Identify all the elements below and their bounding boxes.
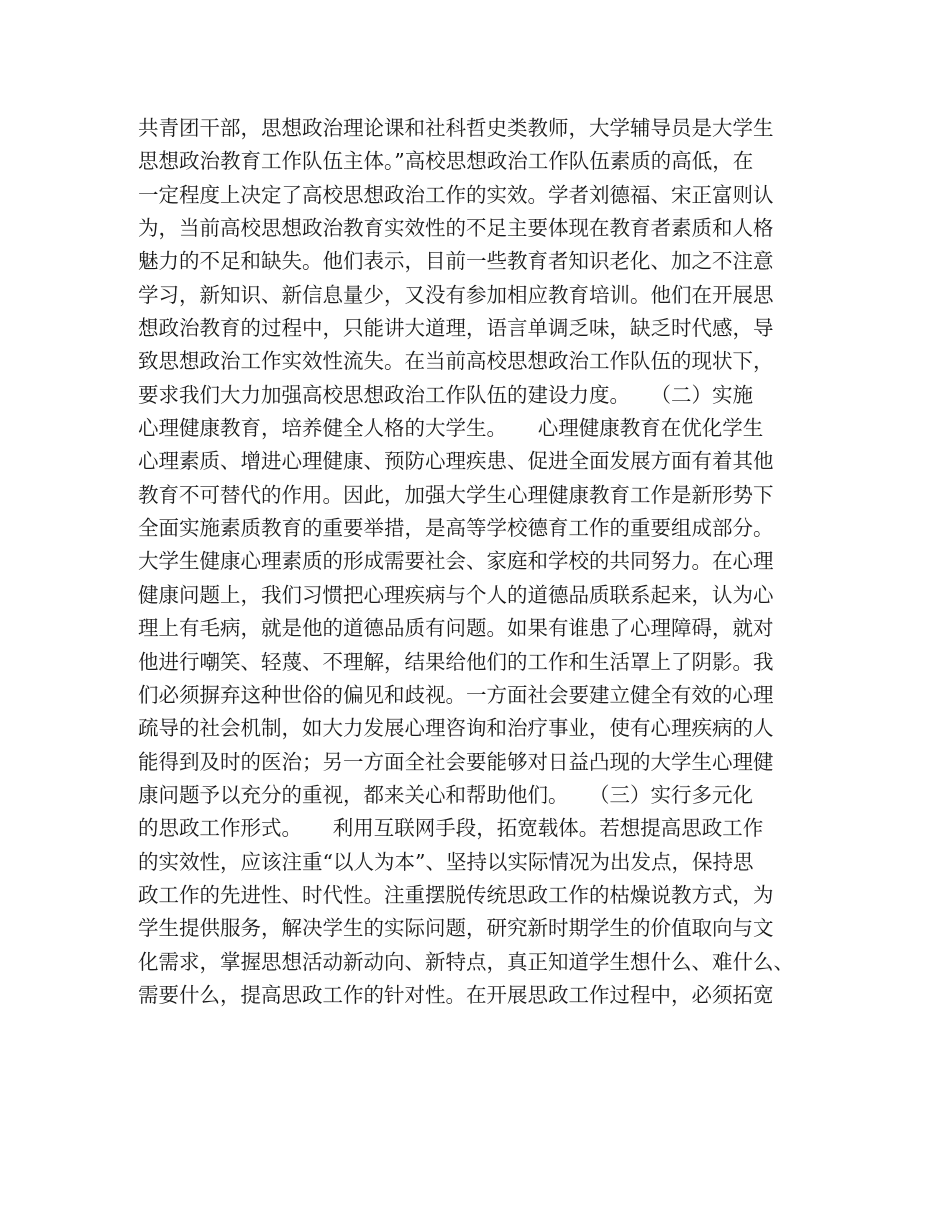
text-line: 化需求，掌握思想活动新动向、新特点，真正知道学生想什么、难什么、	[138, 949, 794, 974]
text-line: 魅力的不足和缺失。他们表示，目前一些教育者知识老化、加之不注意	[138, 249, 774, 274]
text-line: 教育不可替代的作用。因此，加强大学生心理健康教育工作是新形势下	[138, 482, 774, 507]
text-line: 学习，新知识、新信息量少，又没有参加相应教育培训。他们在开展思	[138, 282, 774, 307]
text-line: 他进行嘲笑、轻蔑、不理解，结果给他们的工作和生活罩上了阴影。我	[138, 649, 774, 674]
text-line: 要求我们大力加强高校思想政治工作队伍的建设力度。 （二）实施	[138, 382, 753, 407]
text-line: 健康问题上，我们习惯把心理疾病与个人的道德品质联系起来，认为心	[138, 582, 774, 607]
text-line: 疏导的社会机制，如大力发展心理咨询和治疗事业，使有心理疾病的人	[138, 716, 774, 741]
text-line: 大学生健康心理素质的形成需要社会、家庭和学校的共同努力。在心理	[138, 549, 774, 574]
text-line: 康问题予以充分的重视，都来关心和帮助他们。 （三）实行多元化	[138, 782, 753, 807]
text-line: 一定程度上决定了高校思想政治工作的实效。学者刘德福、宋正富则认	[138, 182, 774, 207]
text-line: 心理健康教育，培养健全人格的大学生。 心理健康教育在优化学生	[138, 416, 764, 441]
text-line: 们必须摒弃这种世俗的偏见和歧视。一方面社会要建立健全有效的心理	[138, 682, 774, 707]
text-line: 为，当前高校思想政治教育实效性的不足主要体现在教育者素质和人格	[138, 216, 774, 241]
text-line: 思想政治教育工作队伍主体。”高校思想政治工作队伍素质的高低，在	[138, 149, 754, 174]
text-line: 需要什么，提高思政工作的针对性。在开展思政工作过程中，必须拓宽	[138, 982, 774, 1007]
text-line: 心理素质、增进心理健康、预防心理疾患、促进全面发展方面有着其他	[138, 449, 774, 474]
text-line: 全面实施素质教育的重要举措，是高等学校德育工作的重要组成部分。	[138, 516, 774, 541]
text-line: 理上有毛病，就是他的道德品质有问题。如果有谁患了心理障碍，就对	[138, 616, 774, 641]
text-line: 共青团干部，思想政治理论课和社科哲史类教师，大学辅导员是大学生	[138, 116, 774, 140]
text-line: 能得到及时的医治；另一方面全社会要能够对日益凸现的大学生心理健	[138, 749, 774, 774]
text-line: 的实效性，应该注重“以人为本”、坚持以实际情况为出发点，保持思	[138, 849, 754, 874]
body-text	[138, 112, 828, 1012]
text-line: 想政治教育的过程中，只能讲大道理，语言单调乏味，缺乏时代感，导	[138, 316, 774, 341]
text-line: 的思政工作形式。 利用互联网手段，拓宽载体。若想提高思政工作	[138, 816, 764, 841]
text-line: 致思想政治工作实效性流失。在当前高校思想政治工作队伍的现状下，	[138, 349, 774, 374]
text-line: 学生提供服务，解决学生的实际问题，研究新时期学生的价值取向与文	[138, 916, 774, 941]
text-line: 政工作的先进性、时代性。注重摆脱传统思政工作的枯燥说教方式，为	[138, 882, 774, 907]
